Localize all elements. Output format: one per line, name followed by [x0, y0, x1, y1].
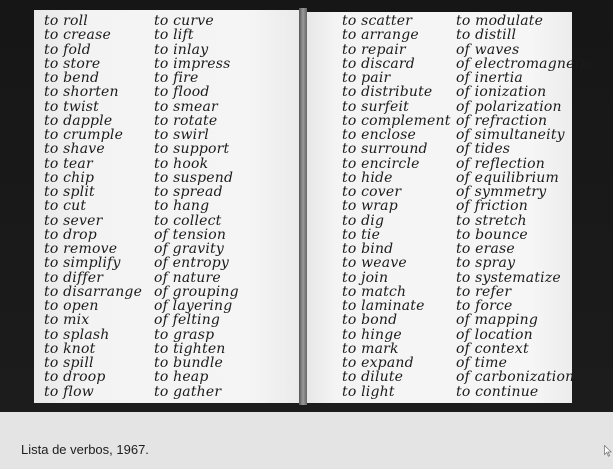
verb-item: of polarization [456, 98, 562, 115]
verb-item: to grasp [154, 326, 215, 343]
verb-item: of waves [456, 41, 520, 58]
verb-item: to bend [44, 70, 100, 86]
verb-item: of symmetry [456, 184, 547, 200]
verb-item: of layering [154, 298, 233, 314]
verb-item: to stretch [456, 212, 527, 229]
verb-item: to fire [154, 70, 199, 86]
verb-item: to droop [44, 369, 106, 386]
verb-item: to simplify [44, 255, 121, 272]
verb-item: to expand [342, 355, 414, 371]
verb-item: to scatter [342, 13, 413, 29]
verb-item: to split [44, 184, 95, 200]
verb-item: to inlay [154, 41, 209, 58]
verb-item: to dapple [44, 112, 113, 129]
verb-item: to surfeit [342, 98, 409, 115]
verb-item: to bind [342, 241, 394, 257]
verb-item: to chip [44, 169, 95, 186]
verb-item: to systematize [456, 269, 561, 286]
verb-item: to heap [154, 369, 209, 386]
verb-item: of tides [456, 141, 511, 158]
verb-item: to surround [342, 141, 428, 158]
verb-item: to lift [154, 27, 194, 44]
caption-bar [0, 412, 613, 469]
verb-item: to roll [44, 13, 88, 29]
mouse-pointer-icon [604, 442, 612, 454]
verb-item: to dilute [342, 369, 404, 386]
verb-item: of tension [154, 226, 227, 243]
verb-item: to light [342, 383, 395, 400]
verb-item: to modulate [456, 13, 544, 29]
caption-text: Lista de verbos, 1967. [21, 442, 149, 457]
verb-item: to swirl [154, 127, 209, 143]
verb-item: to suspend [154, 169, 234, 186]
verb-item: to spill [44, 355, 94, 371]
verb-item: to splash [44, 326, 110, 343]
verb-item: to hide [342, 169, 393, 186]
verb-item: of reflection [456, 155, 545, 172]
verb-item: to support [154, 141, 230, 158]
verb-item: of friction [456, 198, 529, 215]
verb-item: to smear [154, 98, 218, 115]
verb-item: to mark [342, 340, 399, 357]
verb-item: to flood [154, 84, 210, 101]
verb-item: to bundle [154, 355, 224, 371]
verb-item: to repair [342, 41, 406, 58]
verb-item: to crease [44, 27, 111, 44]
verb-item: to enclose [342, 127, 417, 143]
verb-item: to open [44, 298, 99, 314]
verb-item: of mapping [456, 312, 539, 329]
verb-item: to bond [342, 312, 398, 329]
verb-item: to refer [456, 283, 512, 300]
verb-item: to tear [44, 155, 93, 172]
verb-item: to pair [342, 70, 391, 86]
verb-item: to cover [342, 184, 402, 200]
verb-item: to differ [44, 269, 104, 286]
verb-column-1 [44, 14, 142, 399]
verb-item: to distribute [342, 84, 433, 101]
verb-item: of ionization [456, 84, 547, 101]
verb-item: to drop [44, 226, 97, 243]
verb-item: of simultaneity [456, 127, 565, 143]
verb-item: to join [342, 269, 389, 286]
verb-item: of equilibrium [456, 169, 559, 186]
verb-item: to match [342, 283, 407, 300]
verb-item: to collect [154, 212, 222, 229]
verb-item: of carbonization [456, 369, 575, 386]
verb-item: of time [456, 355, 508, 371]
verb-item: to fold [44, 41, 91, 58]
verb-item: to rotate [154, 112, 218, 129]
verb-item: to cut [44, 198, 87, 215]
verb-column-4 [456, 14, 593, 399]
verb-item: to force [456, 298, 513, 314]
verb-item: to twist [44, 98, 100, 115]
notebook-spine [299, 8, 307, 405]
verb-item: to laminate [342, 298, 425, 314]
verb-item: to disarrange [44, 283, 143, 300]
verb-item: to discard [342, 55, 415, 72]
verb-item: to erase [456, 241, 515, 257]
verb-column-2 [154, 14, 239, 399]
verb-item: to knot [44, 340, 96, 357]
verb-item: to encircle [342, 155, 420, 172]
verb-item: of gravity [154, 241, 224, 257]
verb-item: to bounce [456, 226, 528, 243]
verb-item: of context [456, 340, 529, 357]
verb-item: to remove [44, 241, 118, 257]
verb-item: of refraction [456, 112, 548, 129]
verb-item: to wrap [342, 198, 398, 215]
verb-item: of grouping [154, 283, 239, 300]
verb-item: to store [44, 55, 101, 72]
verb-item: to shave [44, 141, 105, 158]
verb-item: to flow [44, 383, 94, 400]
verb-item: of location [456, 326, 533, 343]
verb-item: to hook [154, 155, 209, 172]
verb-item: of nature [154, 269, 221, 286]
verb-item: to shorten [44, 84, 119, 101]
verb-item: to tie [342, 226, 381, 243]
verb-item: to hinge [342, 326, 402, 343]
verb-item: to dig [342, 212, 385, 229]
verb-item: to curve [154, 13, 214, 29]
verb-item: to spread [154, 184, 223, 200]
verb-column-3 [342, 14, 451, 399]
verb-item: to distill [456, 27, 517, 44]
verb-item: to gather [154, 383, 222, 400]
verb-item: of entropy [154, 255, 229, 272]
verb-item: of felting [154, 312, 221, 329]
verb-item: to impress [154, 55, 231, 72]
verb-item: to complement [342, 112, 451, 129]
verb-item: to sever [44, 212, 103, 229]
verb-item: of inertia [456, 70, 523, 86]
verb-item: to continue [456, 383, 539, 400]
verb-item: of electromagnetic [456, 55, 594, 72]
verb-item: to arrange [342, 27, 419, 44]
verb-item: to hang [154, 198, 210, 215]
verb-item: to crumple [44, 127, 124, 143]
verb-item: to mix [44, 312, 90, 329]
verb-item: to tighten [154, 340, 226, 357]
verb-item: to spray [456, 255, 516, 272]
verb-item: to weave [342, 255, 407, 272]
